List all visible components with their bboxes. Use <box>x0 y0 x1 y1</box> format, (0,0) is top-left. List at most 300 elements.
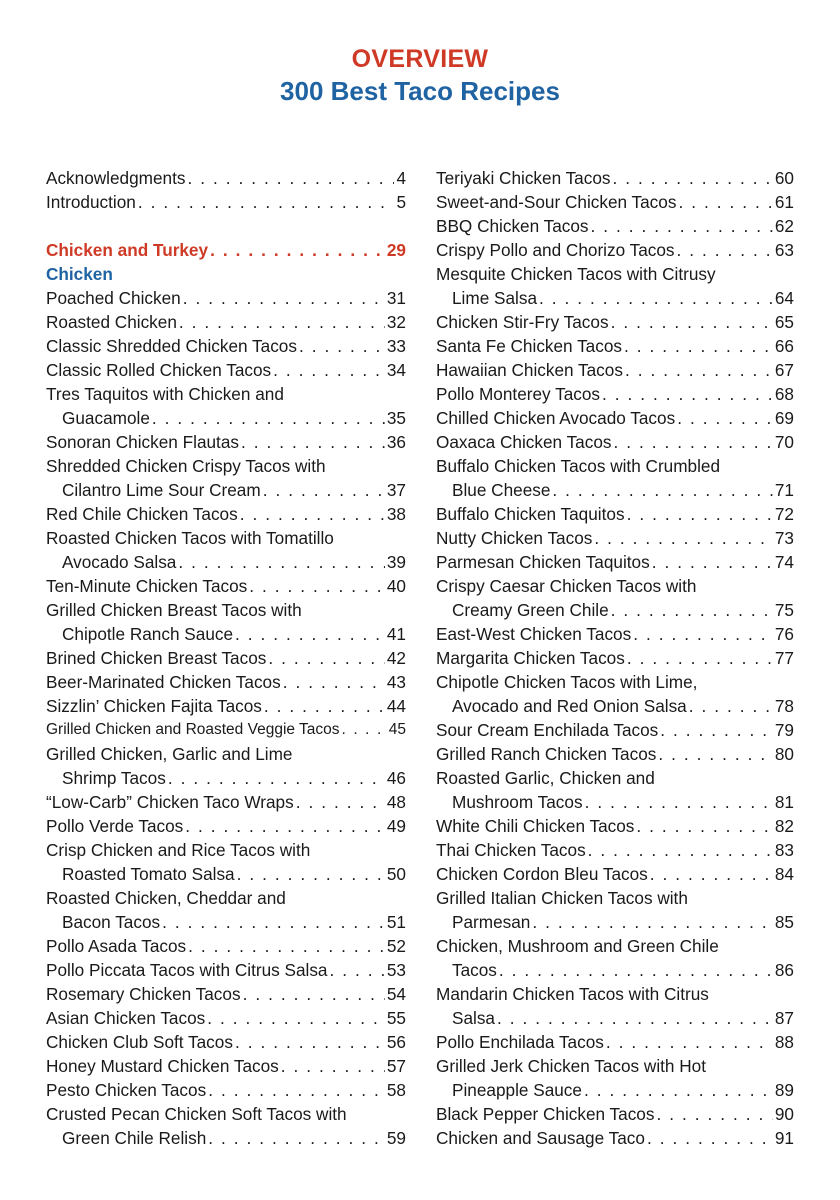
toc-entry[interactable] <box>46 742 406 790</box>
toc-entry-row <box>436 1006 794 1030</box>
dot-leader <box>233 1030 385 1054</box>
toc-entry[interactable] <box>436 526 794 550</box>
toc-page-number: 38 <box>386 504 406 524</box>
toc-page-number: 35 <box>386 408 406 428</box>
toc-entry-row <box>46 310 406 334</box>
toc-entry-row <box>436 622 794 646</box>
toc-entry-row <box>46 622 406 646</box>
toc-entry-row <box>46 358 406 382</box>
toc-entry-row <box>436 190 794 214</box>
toc-entry[interactable] <box>46 310 406 334</box>
toc-entry-title: Sizzlin’ Chicken Fajita Tacos <box>46 696 262 716</box>
toc-entry-title-line1: Chicken, Mushroom and Green Chile <box>436 936 719 956</box>
toc-entry-title-line1: Grilled Chicken, Garlic and Lime <box>46 744 293 764</box>
toc-entry-title: Teriyaki Chicken Tacos <box>436 168 611 188</box>
toc-entry-row <box>46 1126 406 1150</box>
toc-entry-title: Beer-Marinated Chicken Tacos <box>46 672 281 692</box>
toc-entry-row <box>46 646 406 670</box>
toc-page-number: 41 <box>386 624 406 644</box>
toc-entry-title-line1: Grilled Chicken Breast Tacos with <box>46 600 302 620</box>
toc-page-number: 83 <box>774 840 794 860</box>
toc-entry-title: Grilled Chicken and Roasted Veggie Tacos <box>46 721 340 738</box>
toc-entry-row <box>46 574 406 598</box>
toc-page-number: 4 <box>396 168 406 188</box>
toc-page-number: 49 <box>386 816 406 836</box>
toc-entry-row <box>46 334 406 358</box>
toc-page-number: 82 <box>774 816 794 836</box>
dot-leader <box>611 166 773 190</box>
toc-entry-row <box>46 550 406 574</box>
toc-entry[interactable] <box>46 694 406 718</box>
dot-leader <box>294 790 385 814</box>
toc-entry-title: Pollo Enchilada Tacos <box>436 1032 604 1052</box>
front-matter <box>46 166 406 214</box>
toc-entry-row <box>436 838 794 862</box>
toc-entry-title-line2: Cilantro Lime Sour Cream <box>62 480 261 500</box>
toc-page-number: 74 <box>774 552 794 572</box>
toc-entry-row <box>436 550 794 574</box>
toc-entry-row <box>436 1078 794 1102</box>
dot-leader <box>150 406 385 430</box>
toc-page-number: 50 <box>386 864 406 884</box>
dot-leader <box>160 910 385 934</box>
toc-entry-title: Roasted Chicken <box>46 312 177 332</box>
toc-entry[interactable] <box>46 1006 406 1030</box>
toc-page-number: 79 <box>774 720 794 740</box>
toc-entry-row <box>46 502 406 526</box>
toc-entry-title: Nutty Chicken Tacos <box>436 528 593 548</box>
toc-entry[interactable] <box>46 958 406 982</box>
toc-column-right <box>436 166 794 1150</box>
toc-entry[interactable] <box>436 310 794 334</box>
toc-entry[interactable] <box>46 934 406 958</box>
toc-entry-title-line2: Mushroom Tacos <box>452 792 583 812</box>
toc-entry-row <box>46 478 406 502</box>
toc-entry[interactable] <box>46 454 406 502</box>
toc-entry-title-line2: Creamy Green Chile <box>452 600 609 620</box>
toc-entry[interactable] <box>436 1102 794 1126</box>
toc-entry[interactable] <box>436 718 794 742</box>
toc-entry-row <box>436 814 794 838</box>
toc-entry[interactable] <box>436 934 794 982</box>
toc-entry-row <box>46 1030 406 1054</box>
toc-entry-title-line2: Shrimp Tacos <box>62 768 166 788</box>
toc-entry-title-line2: Salsa <box>452 1008 495 1028</box>
toc-entry[interactable] <box>46 286 406 310</box>
dot-leader <box>166 766 385 790</box>
toc-entry-title: Brined Chicken Breast Tacos <box>46 648 267 668</box>
toc-page-number: 37 <box>386 480 406 500</box>
toc-entry-title: Introduction <box>46 192 136 212</box>
dot-leader <box>650 550 773 574</box>
toc-entry-title-line1: Crisp Chicken and Rice Tacos with <box>46 840 311 860</box>
toc-entry-title-line1: Mesquite Chicken Tacos with Citrusy <box>436 264 716 284</box>
toc-page-number: 59 <box>386 1128 406 1148</box>
toc-entry[interactable] <box>46 502 406 526</box>
toc-entry-row <box>436 430 794 454</box>
toc-entry-row <box>46 430 406 454</box>
dot-leader <box>266 646 385 670</box>
toc-entry-row <box>436 646 794 670</box>
toc-entry-title: Sour Cream Enchilada Tacos <box>436 720 659 740</box>
toc-entry[interactable] <box>46 646 406 670</box>
toc-page-number: 31 <box>386 288 406 308</box>
toc-entry[interactable] <box>436 166 794 190</box>
toc-entry-title: Classic Rolled Chicken Tacos <box>46 360 272 380</box>
toc-entry-title: Red Chile Chicken Tacos <box>46 504 238 524</box>
toc-page-number: 73 <box>774 528 794 548</box>
toc-entry-title: Chicken Cordon Bleu Tacos <box>436 864 648 884</box>
toc-entry-title: Ten-Minute Chicken Tacos <box>46 576 248 596</box>
toc-entry[interactable] <box>436 574 794 622</box>
dot-leader <box>656 742 773 766</box>
dot-leader <box>176 550 385 574</box>
toc-entry[interactable] <box>46 886 406 934</box>
dot-leader <box>658 718 773 742</box>
toc-entry-row <box>46 406 406 430</box>
toc-page-number: 84 <box>774 864 794 884</box>
toc-entry-title-line1: Roasted Chicken Tacos with Tomatillo <box>46 528 334 548</box>
toc-entry[interactable] <box>46 718 406 742</box>
toc-entry-title: Chilled Chicken Avocado Tacos <box>436 408 676 428</box>
toc-entry[interactable] <box>436 406 794 430</box>
toc-page-number: 52 <box>386 936 406 956</box>
toc-entry-row <box>46 1006 406 1030</box>
dot-leader <box>181 286 385 310</box>
toc-entry[interactable] <box>436 502 794 526</box>
toc-entry[interactable] <box>46 526 406 574</box>
toc-entry[interactable] <box>436 838 794 862</box>
dot-leader <box>136 190 395 214</box>
toc-entry-row <box>436 406 794 430</box>
toc-entry[interactable] <box>436 1030 794 1054</box>
toc-entry[interactable] <box>436 238 794 262</box>
toc-page-number: 76 <box>774 624 794 644</box>
dot-leader <box>631 622 773 646</box>
toc-entry-title: Pollo Piccata Tacos with Citrus Salsa <box>46 960 328 980</box>
toc-entry-title: Classic Shredded Chicken Tacos <box>46 336 297 356</box>
toc-entry-title: Pollo Verde Tacos <box>46 816 184 836</box>
dot-leader <box>586 838 773 862</box>
toc-entry[interactable] <box>46 1030 406 1054</box>
toc-page-number: 68 <box>774 384 794 404</box>
toc-entry[interactable] <box>436 334 794 358</box>
toc-entry-row <box>436 166 794 190</box>
dot-leader <box>675 406 773 430</box>
dot-leader <box>582 1078 773 1102</box>
toc-page-number: 33 <box>386 336 406 356</box>
toc-entry-title: Hawaiian Chicken Tacos <box>436 360 623 380</box>
dot-leader <box>235 862 385 886</box>
dot-leader <box>675 238 773 262</box>
dot-leader <box>592 526 773 550</box>
toc-subsection-heading: Chicken <box>46 264 113 284</box>
toc-entry[interactable] <box>436 214 794 238</box>
toc-entry-row <box>436 1102 794 1126</box>
toc-entry[interactable] <box>436 454 794 502</box>
toc-entry-row <box>436 502 794 526</box>
toc-entry[interactable] <box>46 814 406 838</box>
toc-page-number: 66 <box>774 336 794 356</box>
toc-page-number: 91 <box>774 1128 794 1148</box>
toc-entry[interactable] <box>46 334 406 358</box>
toc-page-number: 42 <box>386 648 406 668</box>
toc-entry-row <box>46 958 406 982</box>
toc-entry-row <box>436 382 794 406</box>
toc-entry-row <box>436 862 794 886</box>
toc-page-number: 86 <box>774 960 794 980</box>
toc-entry-row <box>46 694 406 718</box>
toc-entry-row <box>46 286 406 310</box>
dot-leader <box>537 286 773 310</box>
page-title: OVERVIEW <box>351 45 489 73</box>
toc-entry-row <box>46 910 406 934</box>
dot-leader <box>625 646 773 670</box>
toc-entry[interactable] <box>46 982 406 1006</box>
toc-entry[interactable] <box>46 598 406 646</box>
dot-leader <box>262 694 385 718</box>
toc-entry[interactable] <box>436 382 794 406</box>
toc-entry-row <box>436 910 794 934</box>
toc-page-number: 80 <box>774 744 794 764</box>
toc-page-number: 89 <box>774 1080 794 1100</box>
toc-page-number: 51 <box>386 912 406 932</box>
toc-entry-title-line2: Avocado and Red Onion Salsa <box>452 696 687 716</box>
toc-entry-title: BBQ Chicken Tacos <box>436 216 589 236</box>
dot-leader <box>676 190 772 214</box>
toc-entry[interactable] <box>46 838 406 886</box>
toc-entry-title: Grilled Ranch Chicken Tacos <box>436 744 657 764</box>
dot-leader <box>687 694 773 718</box>
toc-entry-title-line2: Bacon Tacos <box>62 912 161 932</box>
toc-entry[interactable] <box>46 190 406 214</box>
toc-page-number: 40 <box>386 576 406 596</box>
toc-entry-title: Pesto Chicken Tacos <box>46 1080 207 1100</box>
toc-entry-row <box>436 310 794 334</box>
toc-entry-row <box>436 742 794 766</box>
dot-leader <box>645 1126 773 1150</box>
dot-leader <box>648 862 773 886</box>
toc-entry-title-line2: Parmesan <box>452 912 531 932</box>
toc-entry-title: Rosemary Chicken Tacos <box>46 984 241 1004</box>
toc-entry[interactable] <box>46 574 406 598</box>
toc-entry-row <box>46 982 406 1006</box>
toc-entry-row <box>46 766 406 790</box>
toc-entry[interactable] <box>46 166 406 190</box>
dot-leader <box>239 430 385 454</box>
dot-leader <box>654 1102 772 1126</box>
dot-leader <box>261 478 385 502</box>
book-title: 300 Best Taco Recipes <box>280 76 560 106</box>
dot-leader <box>550 478 772 502</box>
toc-entry-row <box>46 862 406 886</box>
dot-leader <box>271 358 385 382</box>
toc-entry-title-line1: Chipotle Chicken Tacos with Lime, <box>436 672 698 692</box>
toc-entry-row <box>46 790 406 814</box>
toc-page-number: 63 <box>774 240 794 260</box>
toc-entry-title-line1: Tres Taquitos with Chicken and <box>46 384 284 404</box>
toc-entry-row <box>436 478 794 502</box>
toc-entry-row <box>436 790 794 814</box>
toc-entry-title: East-West Chicken Tacos <box>436 624 632 644</box>
toc-entry-row <box>46 1078 406 1102</box>
toc-entry-title-line1: Grilled Italian Chicken Tacos with <box>436 888 688 908</box>
toc-entry-row <box>46 670 406 694</box>
toc-entry-title: White Chili Chicken Tacos <box>436 816 635 836</box>
toc-entry-title: Santa Fe Chicken Tacos <box>436 336 622 356</box>
toc-entry[interactable] <box>436 550 794 574</box>
toc-entry-title-line1: Crusted Pecan Chicken Soft Tacos with <box>46 1104 347 1124</box>
toc-section-heading[interactable]: Chicken and Turkey . . . 29 <box>46 238 406 262</box>
toc-page-number: 62 <box>774 216 794 236</box>
toc-entry-title-line2: Guacamole <box>62 408 150 428</box>
toc-entry[interactable] <box>436 670 794 718</box>
dot-leader <box>233 622 385 646</box>
toc-entry[interactable] <box>46 430 406 454</box>
toc-entry-row <box>436 238 794 262</box>
toc-entry[interactable] <box>436 766 794 814</box>
toc-entry-row <box>436 718 794 742</box>
dot-leader <box>241 982 385 1006</box>
dot-leader <box>279 1054 385 1078</box>
toc-entry-title-line2: Roasted Tomato Salsa <box>62 864 235 884</box>
toc-page-number: 34 <box>386 360 406 380</box>
toc-entry-title-line2: Blue Cheese <box>452 480 551 500</box>
toc-entry[interactable] <box>46 382 406 430</box>
dot-leader <box>205 1006 385 1030</box>
toc-entry[interactable] <box>436 430 794 454</box>
toc-entry-title: Pollo Monterey Tacos <box>436 384 601 404</box>
toc-entry[interactable] <box>46 1078 406 1102</box>
toc-entry-title-line1: Roasted Chicken, Cheddar and <box>46 888 286 908</box>
toc-entry[interactable] <box>436 646 794 670</box>
dot-leader <box>604 1030 773 1054</box>
toc-page-number: 87 <box>774 1008 794 1028</box>
toc-entry[interactable] <box>46 790 406 814</box>
toc-entry-row <box>46 814 406 838</box>
toc-entry[interactable] <box>436 190 794 214</box>
toc-entry-title-line1: Buffalo Chicken Tacos with Crumbled <box>436 456 721 476</box>
dot-leader <box>589 214 773 238</box>
toc-entry[interactable] <box>46 1102 406 1150</box>
toc-page-number: 57 <box>386 1056 406 1076</box>
dot-leader <box>183 814 385 838</box>
toc-page-number: 70 <box>774 432 794 452</box>
toc-entry-row <box>436 358 794 382</box>
toc-entry-row <box>436 286 794 310</box>
toc-entry[interactable] <box>436 1126 794 1150</box>
toc-entry-title: Black Pepper Chicken Tacos <box>436 1104 655 1124</box>
toc-entry-title-line1: Shredded Chicken Crispy Tacos with <box>46 456 326 476</box>
toc-page-number: 53 <box>386 960 406 980</box>
toc-entry-row <box>436 694 794 718</box>
dot-leader <box>530 910 773 934</box>
toc-entry-row <box>46 190 406 214</box>
toc-entry-title: Pollo Asada Tacos <box>46 936 187 956</box>
toc-page-number: 75 <box>774 600 794 620</box>
page-header <box>0 44 840 108</box>
toc-page-number: 36 <box>386 432 406 452</box>
toc-entry-title: Margarita Chicken Tacos <box>436 648 625 668</box>
toc-page-number: 32 <box>386 312 406 332</box>
toc-page-number: 64 <box>774 288 794 308</box>
toc-entry-title-line2: Green Chile Relish <box>62 1128 207 1148</box>
toc-entry[interactable] <box>436 358 794 382</box>
toc-page-number: 5 <box>396 192 406 212</box>
toc-entry-row <box>436 598 794 622</box>
toc-page-number: 85 <box>774 912 794 932</box>
toc-entry-title: “Low-Carb” Chicken Taco Wraps <box>46 792 294 812</box>
dot-leader <box>623 358 773 382</box>
toc-entry-title-line1: Mandarin Chicken Tacos with Citrus <box>436 984 709 1004</box>
toc-page-number: 46 <box>386 768 406 788</box>
toc-entries-right <box>436 166 794 1150</box>
toc-entry[interactable] <box>436 814 794 838</box>
dot-leader <box>206 1078 385 1102</box>
toc-page-number: 65 <box>774 312 794 332</box>
dot-leader <box>583 790 773 814</box>
dot-leader <box>340 718 387 742</box>
toc-entry-title: Poached Chicken <box>46 288 181 308</box>
dot-leader <box>206 1126 385 1150</box>
toc-entry-row <box>46 934 406 958</box>
toc-entry[interactable] <box>436 982 794 1030</box>
dot-leader <box>609 310 773 334</box>
toc-entry-title: Asian Chicken Tacos <box>46 1008 206 1028</box>
toc-page-number: 56 <box>386 1032 406 1052</box>
dot-leader <box>186 934 385 958</box>
toc-page-number: 90 <box>774 1104 794 1124</box>
toc-entry-row <box>436 214 794 238</box>
toc-entry-title-line2: Pineapple Sauce <box>452 1080 582 1100</box>
toc-entry-row <box>436 1030 794 1054</box>
toc-entry[interactable] <box>436 862 794 886</box>
toc-column-left <box>46 166 406 1150</box>
toc-entry-title: Thai Chicken Tacos <box>436 840 586 860</box>
toc-page-number: 60 <box>774 168 794 188</box>
toc-page-number: 77 <box>774 648 794 668</box>
toc-entry[interactable] <box>46 1054 406 1078</box>
dot-leader <box>247 574 385 598</box>
toc-entry[interactable] <box>436 622 794 646</box>
dot-leader <box>177 310 385 334</box>
toc-entry[interactable] <box>436 1054 794 1102</box>
dot-leader <box>185 166 394 190</box>
toc-entry-title: Honey Mustard Chicken Tacos <box>46 1056 279 1076</box>
toc-entry-title-line2: Avocado Salsa <box>62 552 177 572</box>
toc-page-number: 43 <box>386 672 406 692</box>
toc-entry[interactable] <box>46 358 406 382</box>
dot-leader <box>611 430 772 454</box>
toc-entry[interactable] <box>436 742 794 766</box>
toc-entry[interactable] <box>436 262 794 310</box>
toc-entry-title: Chicken Stir-Fry Tacos <box>436 312 609 332</box>
toc-page-number: 55 <box>386 1008 406 1028</box>
toc-entry-title: Chicken Club Soft Tacos <box>46 1032 233 1052</box>
toc-page-number: 88 <box>774 1032 794 1052</box>
dot-leader <box>497 958 773 982</box>
toc-entry-title: Oaxaca Chicken Tacos <box>436 432 612 452</box>
toc-entry[interactable] <box>436 886 794 934</box>
toc-entry[interactable] <box>46 670 406 694</box>
dot-leader <box>625 502 773 526</box>
toc-entry-title: Crispy Pollo and Chorizo Tacos <box>436 240 675 260</box>
toc-entry-row <box>436 958 794 982</box>
toc-entry-title: Parmesan Chicken Taquitos <box>436 552 650 572</box>
toc-entry-row <box>46 1054 406 1078</box>
dot-leader <box>634 814 773 838</box>
toc-entry-title: Sweet-and-Sour Chicken Tacos <box>436 192 677 212</box>
